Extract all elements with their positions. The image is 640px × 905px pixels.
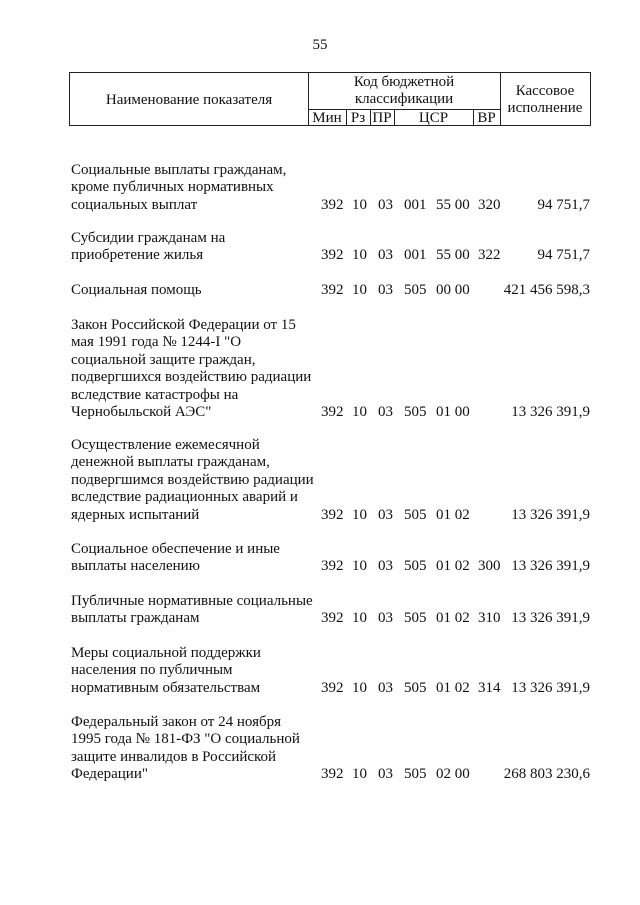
code-min: 392 — [321, 679, 344, 696]
code-csr-item: 01 02 — [436, 610, 470, 627]
row-name-line: подвергшихся воздействию радиации — [71, 369, 312, 386]
code-min: 392 — [321, 196, 344, 213]
row-name-line: денежной выплаты гражданам, — [71, 454, 270, 471]
row-name — [71, 282, 323, 299]
header-code-group: Код бюджетной классификации — [353, 74, 455, 107]
code-rz: 10 — [352, 403, 367, 420]
code-rz: 10 — [352, 196, 367, 213]
table-row — [0, 593, 640, 628]
code-min: 392 — [321, 766, 344, 783]
row-name-line: Чернобыльской АЭС" — [71, 404, 212, 421]
code-pr: 03 — [378, 610, 393, 627]
code-csr-program: 001 — [404, 247, 427, 264]
table-row — [0, 541, 640, 576]
code-csr-program: 505 — [404, 506, 427, 523]
row-name-line: Осуществление ежемесячной — [71, 437, 260, 453]
code-rz: 10 — [352, 766, 367, 783]
code-csr-item: 01 02 — [436, 679, 470, 696]
row-amount: 94 751,7 — [537, 196, 590, 213]
row-name — [71, 317, 323, 421]
code-rz: 10 — [352, 281, 367, 298]
code-rz: 10 — [352, 679, 367, 696]
row-name-line: ядерных испытаний — [71, 506, 200, 523]
code-csr-program: 001 — [404, 196, 427, 213]
code-rz: 10 — [352, 610, 367, 627]
row-name-line: Публичные нормативные социальные — [71, 593, 313, 609]
code-csr-item: 02 00 — [436, 766, 470, 783]
row-name-line: вследствие катастрофы на — [71, 386, 239, 403]
row-amount: 421 456 598,3 — [503, 281, 590, 298]
code-vr: 314 — [478, 679, 501, 696]
header-min: Мин — [312, 110, 342, 126]
header-vr: ВР — [477, 110, 496, 126]
header-execution: Кассовое исполнение — [507, 83, 583, 116]
row-name-line: Закон Российской Федерации от 15 — [71, 317, 296, 333]
row-name — [71, 541, 323, 576]
code-csr-item: 55 00 — [436, 247, 470, 264]
row-name-line: кроме публичных нормативных — [71, 179, 274, 196]
row-amount: 13 326 391,9 — [511, 610, 590, 627]
row-name-line: Социальная помощь — [71, 282, 202, 298]
row-amount: 13 326 391,9 — [511, 403, 590, 420]
code-pr: 03 — [378, 196, 393, 213]
header-pr: ПР — [372, 110, 392, 126]
row-name-line: выплаты гражданам — [71, 610, 200, 627]
code-min: 392 — [321, 403, 344, 420]
row-amount: 13 326 391,9 — [511, 679, 590, 696]
row-name-line: подвергшимся воздействию радиации — [71, 471, 314, 488]
row-name — [71, 162, 323, 214]
code-rz: 10 — [352, 558, 367, 575]
row-amount: 94 751,7 — [537, 247, 590, 264]
code-csr-program: 505 — [404, 558, 427, 575]
code-pr: 03 — [378, 506, 393, 523]
code-min: 392 — [321, 506, 344, 523]
code-csr-program: 505 — [404, 403, 427, 420]
code-csr-program: 505 — [404, 679, 427, 696]
code-min: 392 — [321, 281, 344, 298]
code-pr: 03 — [378, 558, 393, 575]
code-csr-item: 01 02 — [436, 506, 470, 523]
row-name-line: приобретение жилья — [71, 247, 204, 264]
table-row — [0, 230, 640, 265]
code-rz: 10 — [352, 506, 367, 523]
row-name-line: Субсидии гражданам на — [71, 230, 226, 246]
row-name-line: нормативным обязательствам — [71, 679, 261, 696]
row-name — [71, 714, 323, 784]
row-name-line: населения по публичным — [71, 662, 233, 679]
code-csr-program: 505 — [404, 610, 427, 627]
code-pr: 03 — [378, 281, 393, 298]
header-csr: ЦСР — [418, 110, 449, 126]
code-csr-program: 505 — [404, 766, 427, 783]
row-name-line: вследствие радиационных аварий и — [71, 489, 298, 506]
header-indicator: Наименование показателя — [105, 92, 273, 108]
row-name-line: мая 1991 года № 1244-I "О — [71, 334, 242, 351]
code-min: 392 — [321, 247, 344, 264]
code-pr: 03 — [378, 403, 393, 420]
row-name-line: Меры социальной поддержки — [71, 645, 261, 661]
row-name-line: защите инвалидов в Российской — [71, 748, 277, 765]
row-name-line: выплаты населению — [71, 558, 200, 575]
code-vr: 300 — [478, 558, 501, 575]
row-name-line: Социальные выплаты гражданам, — [71, 162, 287, 178]
row-name-line: социальной защите граждан, — [71, 351, 256, 368]
header-rz: Рз — [350, 110, 366, 126]
table-row — [0, 645, 640, 697]
code-min: 392 — [321, 610, 344, 627]
row-name-line: Социальное обеспечение и иные — [71, 541, 280, 557]
row-name — [71, 645, 323, 697]
row-amount: 13 326 391,9 — [511, 506, 590, 523]
row-name-line: социальных выплат — [71, 196, 198, 213]
table-row — [0, 714, 640, 784]
row-name-line: Федерации" — [71, 766, 148, 783]
table-row — [0, 437, 640, 524]
page-number: 55 — [312, 37, 328, 53]
row-name — [71, 230, 323, 265]
row-amount: 268 803 230,6 — [503, 766, 590, 783]
table-row — [0, 317, 640, 421]
code-csr-item: 01 02 — [436, 558, 470, 575]
row-name-line: Федеральный закон от 24 ноября — [71, 714, 282, 730]
table-row — [0, 162, 640, 214]
row-name-line: 1995 года № 181-ФЗ "О социальной — [71, 731, 300, 748]
code-pr: 03 — [378, 679, 393, 696]
table-header — [69, 72, 591, 126]
code-csr-item: 55 00 — [436, 196, 470, 213]
code-csr-item: 01 00 — [436, 403, 470, 420]
code-csr-program: 505 — [404, 281, 427, 298]
row-name — [71, 437, 323, 524]
code-pr: 03 — [378, 766, 393, 783]
code-vr: 320 — [478, 196, 501, 213]
row-amount: 13 326 391,9 — [511, 558, 590, 575]
code-rz: 10 — [352, 247, 367, 264]
code-vr: 310 — [478, 610, 501, 627]
code-min: 392 — [321, 558, 344, 575]
code-vr: 322 — [478, 247, 501, 264]
table-row — [0, 282, 640, 299]
row-name — [71, 593, 323, 628]
code-csr-item: 00 00 — [436, 281, 470, 298]
code-pr: 03 — [378, 247, 393, 264]
